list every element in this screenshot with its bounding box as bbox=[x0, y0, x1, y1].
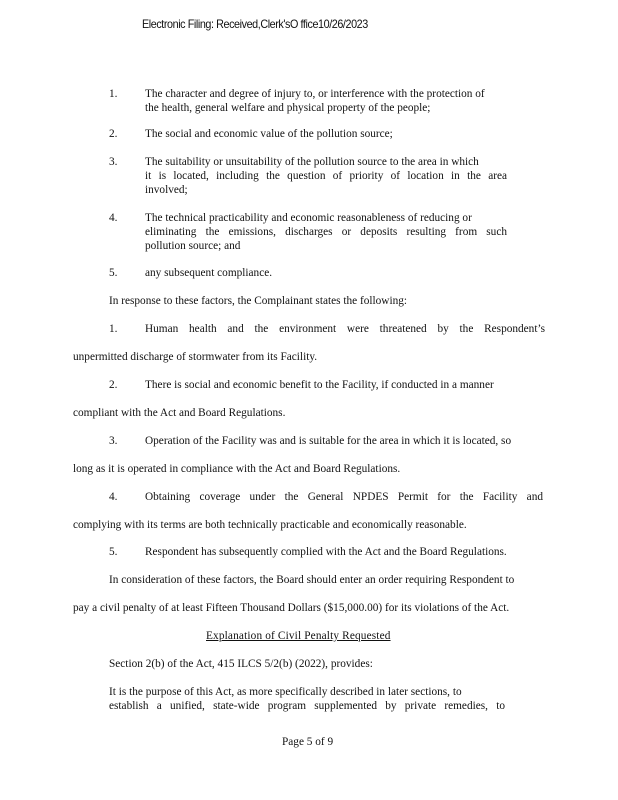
response-number: 5. bbox=[109, 546, 118, 558]
factor-number: 5. bbox=[109, 267, 118, 279]
section-title: Explanation of Civil Penalty Requested bbox=[206, 630, 391, 642]
response-text-line: Human health and the environment were threatened by the Respondent’s bbox=[145, 323, 545, 335]
response-number: 2. bbox=[109, 379, 118, 391]
factor-text-line: The technical practicability and economic reasonableness of reducing or bbox=[145, 212, 472, 224]
response-text-line: Respondent has subsequently complied with the Act and the Board Regulations. bbox=[145, 546, 507, 558]
response-number: 3. bbox=[109, 435, 118, 447]
response-text-line: There is social and economic benefit to the Facility, if conducted in a manner bbox=[145, 379, 494, 391]
section-intro: Section 2(b) of the Act, 415 ILCS 5/2(b) (2022), provides: bbox=[109, 658, 373, 670]
response-text-line: unpermitted discharge of stormwater from its Facility. bbox=[73, 351, 318, 363]
filing-stamp: Electronic Filing: Received,Clerk'sO ffice10/26/2023 bbox=[142, 18, 368, 31]
factor-text-line: it is located, including the question of priority of location in the area bbox=[145, 170, 507, 182]
factor-number: 3. bbox=[109, 156, 118, 168]
response-text-line: Obtaining coverage under the General NPDES Permit for the Facility and bbox=[145, 491, 543, 503]
consideration-line: In consideration of these factors, the Board should enter an order requiring Respondent to bbox=[109, 574, 515, 586]
factor-text-line: eliminating the emissions, discharges or deposits resulting from such bbox=[145, 226, 507, 238]
factor-text-line: the health, general welfare and physical property of the people; bbox=[145, 102, 431, 114]
response-text-line: Operation of the Facility was and is suitable for the area in which it is located, so bbox=[145, 435, 512, 447]
factor-number: 1. bbox=[109, 88, 118, 100]
response-number: 1. bbox=[109, 323, 118, 335]
response-text-line: complying with its terms are both technically practicable and economically reasonable. bbox=[73, 519, 467, 531]
factor-number: 2. bbox=[109, 128, 118, 140]
response-number: 4. bbox=[109, 491, 118, 503]
consideration-line: pay a civil penalty of at least Fifteen Thousand Dollars ($15,000.00) for its violations of the Act. bbox=[73, 602, 510, 614]
factor-text-line: pollution source; and bbox=[145, 240, 241, 252]
factor-text-line: involved; bbox=[145, 184, 188, 196]
factor-text-line: The social and economic value of the pollution source; bbox=[145, 128, 393, 140]
factor-text-line: The character and degree of injury to, or interference with the protection of bbox=[145, 88, 485, 100]
factor-number: 4. bbox=[109, 212, 118, 224]
factor-text-line: The suitability or unsuitability of the pollution source to the area in which bbox=[145, 156, 479, 168]
response-text-line: long as it is operated in compliance with the Act and Board Regulations. bbox=[73, 463, 401, 475]
response-intro: In response to these factors, the Complainant states the following: bbox=[109, 295, 408, 307]
quote-line: establish a unified, state-wide program supplemented by private remedies, to bbox=[109, 700, 505, 712]
factor-text-line: any subsequent compliance. bbox=[145, 267, 273, 279]
quote-line: It is the purpose of this Act, as more specifically described in later sections, to bbox=[109, 686, 462, 698]
page-number: Page 5 of 9 bbox=[282, 736, 334, 748]
response-text-line: compliant with the Act and Board Regulations. bbox=[73, 407, 286, 419]
